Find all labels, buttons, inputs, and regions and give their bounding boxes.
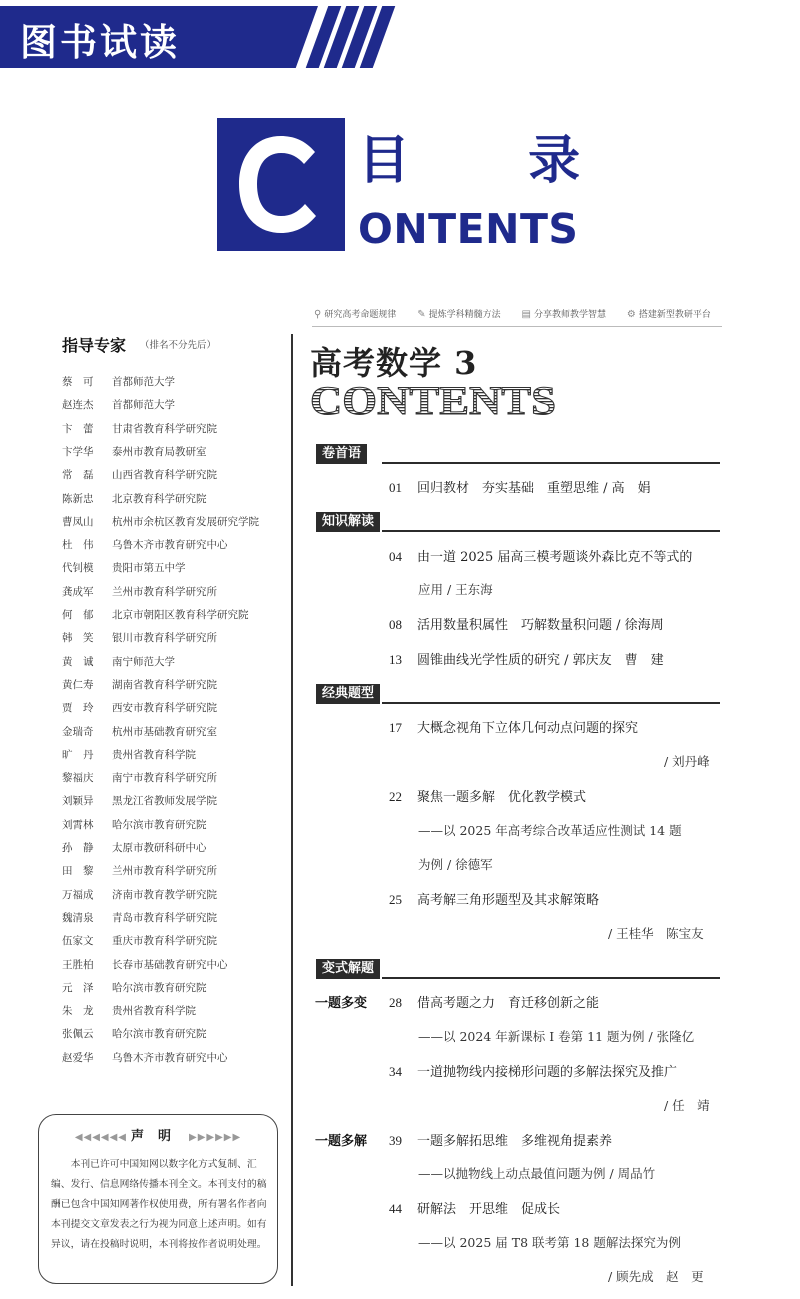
- section-tab: 经典题型: [316, 684, 380, 704]
- toc-subtitle: ——以 2025 年高考综合改革适应性测试 14 题: [418, 823, 682, 838]
- expert-name: 蔡 可: [62, 376, 94, 388]
- tagline-divider: [312, 326, 722, 327]
- expert-name: 万福成: [62, 888, 94, 901]
- expert-org: 泰州市教育局教研室: [112, 445, 207, 458]
- expert-org: 山西省教育科学研究院: [112, 469, 217, 482]
- expert-name: 王胜柏: [62, 958, 94, 971]
- toc-page: 04: [389, 549, 402, 564]
- expert-org: 乌鲁木齐市教育研究中心: [112, 1051, 228, 1064]
- contents-heading-cn: 目 录: [358, 131, 631, 191]
- toc-title: 一道抛物线内接梯形问题的多解法探究及推广: [417, 1065, 678, 1080]
- search-icon: ⚲: [314, 309, 322, 320]
- contents-word-text: CONTENTS: [310, 380, 556, 420]
- section-tab: 知识解读: [316, 512, 380, 532]
- toc-page: 34: [389, 1064, 402, 1079]
- expert-org: 兰州市教育科学研究所: [112, 865, 217, 878]
- expert-row: [62, 933, 217, 949]
- notice-body: 本刊已许可中国知网以数字化方式复制、汇编、发行、信息网络传播本刊全文。本刊支付的稿酬已包含中国知网著作权使用费，所有署名作者向本刊提交文章发表之行为视为同意上述声明。如有异议，请在投稿时说明，本刊将按作者说明处理。: [51, 1159, 267, 1250]
- expert-name: 何 郁: [62, 609, 94, 621]
- toc-entry[interactable]: [389, 1198, 560, 1217]
- expert-name: 黄 诚: [62, 655, 94, 668]
- side-label-yitiduojie: 一题多解: [315, 1134, 368, 1149]
- expert-org: 兰州市教育科学研究所: [112, 585, 217, 598]
- toc-continuation: 应用 / 王东海: [418, 582, 493, 597]
- expert-org: 杭州市基础教育研究室: [112, 725, 217, 738]
- expert-org: 湖南省教育科学研究院: [112, 678, 217, 691]
- expert-row: [62, 840, 207, 856]
- section-rule: [382, 530, 720, 532]
- section-tab: 卷首语: [316, 444, 367, 464]
- gear-icon: ⚙: [626, 309, 636, 320]
- expert-row: [62, 630, 217, 646]
- expert-row: [62, 770, 217, 786]
- toc-page: 01: [389, 480, 402, 495]
- toc-title: 一题多解拓思维 多维视角提素养: [417, 1134, 613, 1149]
- toc-entry[interactable]: [389, 786, 586, 805]
- notice-header: [39, 1125, 277, 1144]
- toc-entry[interactable]: [389, 649, 664, 668]
- toc-subtitle: ——以 2025 届 T8 联考第 18 题解法探究为例: [418, 1235, 681, 1250]
- toc-title: 回归教材 夯实基础 重塑思维 / 高 娟: [417, 481, 651, 496]
- expert-name: 陈新忠: [62, 492, 94, 505]
- toc-page: 25: [389, 892, 402, 907]
- experts-note: （排名不分先后）: [140, 340, 217, 351]
- toc-entry[interactable]: [389, 717, 638, 736]
- toc-entry[interactable]: [389, 546, 692, 565]
- expert-name: 韩 笑: [62, 632, 94, 645]
- expert-org: 西安市教育科学研究院: [112, 702, 217, 715]
- toc-author: / 任 靖: [664, 1098, 710, 1113]
- expert-org: 黑龙江省教师发展学院: [112, 795, 217, 808]
- toc-title: 借高考题之力 育迁移创新之能: [417, 996, 600, 1011]
- expert-row: [62, 910, 217, 926]
- tagline-text: 研究高考命题规律: [324, 310, 397, 320]
- tagline-text: 提炼学科精髓方法: [428, 310, 501, 320]
- toc-page: 17: [389, 720, 402, 735]
- toc-entry[interactable]: [389, 477, 651, 496]
- expert-row: [62, 793, 217, 809]
- expert-name: 黄仁寿: [62, 678, 94, 691]
- expert-row: [62, 584, 217, 600]
- expert-row: [62, 957, 228, 973]
- expert-org: 北京市朝阳区教育科学研究院: [112, 609, 249, 621]
- toc-entry[interactable]: [389, 614, 664, 633]
- expert-row: [62, 537, 228, 553]
- expert-org: 长春市基础教育研究中心: [112, 958, 228, 971]
- copyright-notice: [38, 1114, 278, 1284]
- expert-org: 甘肃省教育科学研究院: [112, 422, 217, 435]
- expert-org: 济南市教育教学研究院: [112, 888, 217, 901]
- expert-org: 首都师范大学: [112, 399, 175, 412]
- contents-logo-c: [217, 118, 345, 251]
- expert-name: 张佩云: [62, 1028, 94, 1041]
- column-divider: [291, 334, 293, 1286]
- header-banner: [0, 0, 800, 82]
- expert-name: 元 泽: [62, 981, 94, 994]
- expert-org: 首都师范大学: [112, 376, 175, 388]
- section-rule: [382, 702, 720, 704]
- toc-page: 39: [389, 1133, 402, 1148]
- expert-name: 代钊模: [62, 562, 94, 575]
- toc-subtitle: ——以 2024 年新课标 Ⅰ 卷第 11 题为例 / 张隆亿: [418, 1029, 695, 1044]
- expert-org: 太原市教研科研中心: [112, 842, 207, 854]
- expert-org: 哈尔滨市教育研究院: [112, 981, 207, 994]
- expert-name: 曹凤山: [62, 515, 94, 528]
- tagline-row: [314, 307, 729, 320]
- expert-row: [62, 724, 217, 740]
- expert-row: [62, 1026, 207, 1042]
- toc-title: 由一道 2025 届高三模考题谈外森比克不等式的: [417, 550, 693, 565]
- expert-name: 金瑞奇: [62, 725, 94, 738]
- right-arrows-icon: ▶▶▶▶▶▶: [189, 1132, 242, 1143]
- expert-name: 杜 伟: [62, 539, 94, 552]
- tagline-text: 分享教师教学智慧: [533, 310, 606, 320]
- expert-row: [62, 607, 249, 623]
- expert-org: 贵州省教育科学院: [112, 1005, 196, 1018]
- expert-row: [62, 817, 207, 833]
- expert-name: 黎福庆: [62, 772, 94, 785]
- toc-entry[interactable]: [389, 1130, 612, 1149]
- toc-title: 圆锥曲线光学性质的研究 / 郭庆友 曹 建: [417, 653, 664, 668]
- toc-author: / 刘丹峰: [664, 754, 710, 769]
- expert-name: 刘颖异: [62, 795, 94, 808]
- expert-name: 卞学华: [62, 445, 94, 458]
- expert-row: [62, 560, 186, 576]
- section-tab: 变式解题: [316, 959, 380, 979]
- expert-org: 杭州市余杭区教育发展研究学院: [112, 515, 259, 528]
- toc-title: 高考解三角形题型及其求解策略: [417, 893, 600, 908]
- expert-org: 贵州省教育科学院: [112, 748, 196, 761]
- expert-row: [62, 887, 217, 903]
- tagline-text: 搭建新型教研平台: [638, 310, 711, 320]
- banner-title: 图书试读: [20, 21, 180, 64]
- expert-org: 银川市教育科学研究所: [112, 632, 217, 645]
- expert-org: 南宁市教育科学研究所: [112, 772, 217, 785]
- expert-name: 常 磊: [62, 469, 94, 482]
- expert-name: 卞 蕾: [62, 422, 94, 435]
- expert-name: 刘霄林: [62, 818, 94, 831]
- toc-page: 08: [389, 617, 402, 632]
- expert-name: 贾 玲: [62, 702, 94, 715]
- pen-icon: ✎: [417, 309, 426, 320]
- contents-heading-en: ONTENTS: [358, 205, 579, 253]
- expert-row: [62, 654, 175, 670]
- experts-title: 指导专家: [62, 336, 127, 355]
- expert-org: 北京教育科学研究院: [112, 492, 207, 505]
- expert-org: 贵阳市第五中学: [112, 562, 186, 575]
- expert-row: [62, 444, 207, 460]
- toc-subtitle: ——以抛物线上动点最值问题为例 / 周品竹: [418, 1166, 656, 1181]
- expert-row: [62, 980, 207, 996]
- expert-row: [62, 1050, 228, 1066]
- expert-row: [62, 514, 259, 530]
- side-label-yitiduobian: 一题多变: [315, 996, 368, 1011]
- expert-row: [62, 863, 217, 879]
- expert-name: 龚成军: [62, 585, 94, 598]
- toc-entry[interactable]: [389, 1061, 677, 1080]
- expert-name: 朱 龙: [62, 1005, 94, 1018]
- toc-author: / 王桂华 陈宝友: [608, 926, 704, 941]
- expert-row: [62, 374, 175, 390]
- expert-org: 哈尔滨市教育研究院: [112, 818, 207, 831]
- toc-title: 研解法 开思维 促成长: [417, 1202, 561, 1217]
- expert-org: 重庆市教育科学研究院: [112, 935, 217, 948]
- expert-name: 伍家文: [62, 935, 94, 948]
- expert-name: 旷 丹: [62, 748, 94, 761]
- expert-org: 乌鲁木齐市教育研究中心: [112, 539, 228, 552]
- expert-row: [62, 421, 217, 437]
- expert-name: 赵爱华: [62, 1051, 94, 1064]
- toc-page: 22: [389, 789, 402, 804]
- expert-org: 南宁师范大学: [112, 655, 175, 668]
- expert-name: 赵连杰: [62, 399, 94, 412]
- toc-title: 大概念视角下立体几何动点问题的探究: [417, 721, 639, 736]
- expert-row: [62, 700, 217, 716]
- notice-title: 声明: [130, 1129, 185, 1144]
- expert-org: 青岛市教育科学研究院: [112, 911, 217, 924]
- expert-name: 孙 静: [62, 842, 94, 854]
- expert-row: [62, 747, 196, 763]
- toc-page: 28: [389, 995, 402, 1010]
- toc-page: 44: [389, 1201, 402, 1216]
- expert-name: 魏清泉: [62, 911, 94, 924]
- expert-row: [62, 491, 207, 507]
- expert-row: [62, 467, 217, 483]
- left-arrows-icon: ◀◀◀◀◀◀: [74, 1132, 127, 1143]
- magazine-title: 高考数学 3: [310, 344, 478, 382]
- toc-author: / 顾先成 赵 更: [608, 1269, 704, 1284]
- expert-row: [62, 397, 175, 413]
- toc-subtitle: 为例 / 徐德军: [418, 857, 493, 872]
- toc-title: 活用数量积属性 巧解数量积问题 / 徐海周: [417, 618, 664, 633]
- toc-page: 13: [389, 652, 402, 667]
- toc-entry[interactable]: [389, 992, 599, 1011]
- section-rule: [382, 977, 720, 979]
- expert-org: 哈尔滨市教育研究院: [112, 1028, 207, 1041]
- section-rule: [382, 462, 720, 464]
- expert-row: [62, 1003, 196, 1019]
- magazine-contents-word: [310, 380, 560, 424]
- expert-name: 田 黎: [62, 865, 94, 878]
- expert-row: [62, 677, 217, 693]
- document-icon: ▤: [521, 309, 531, 320]
- toc-title: 聚焦一题多解 优化教学模式: [417, 790, 587, 805]
- toc-entry[interactable]: [389, 889, 599, 908]
